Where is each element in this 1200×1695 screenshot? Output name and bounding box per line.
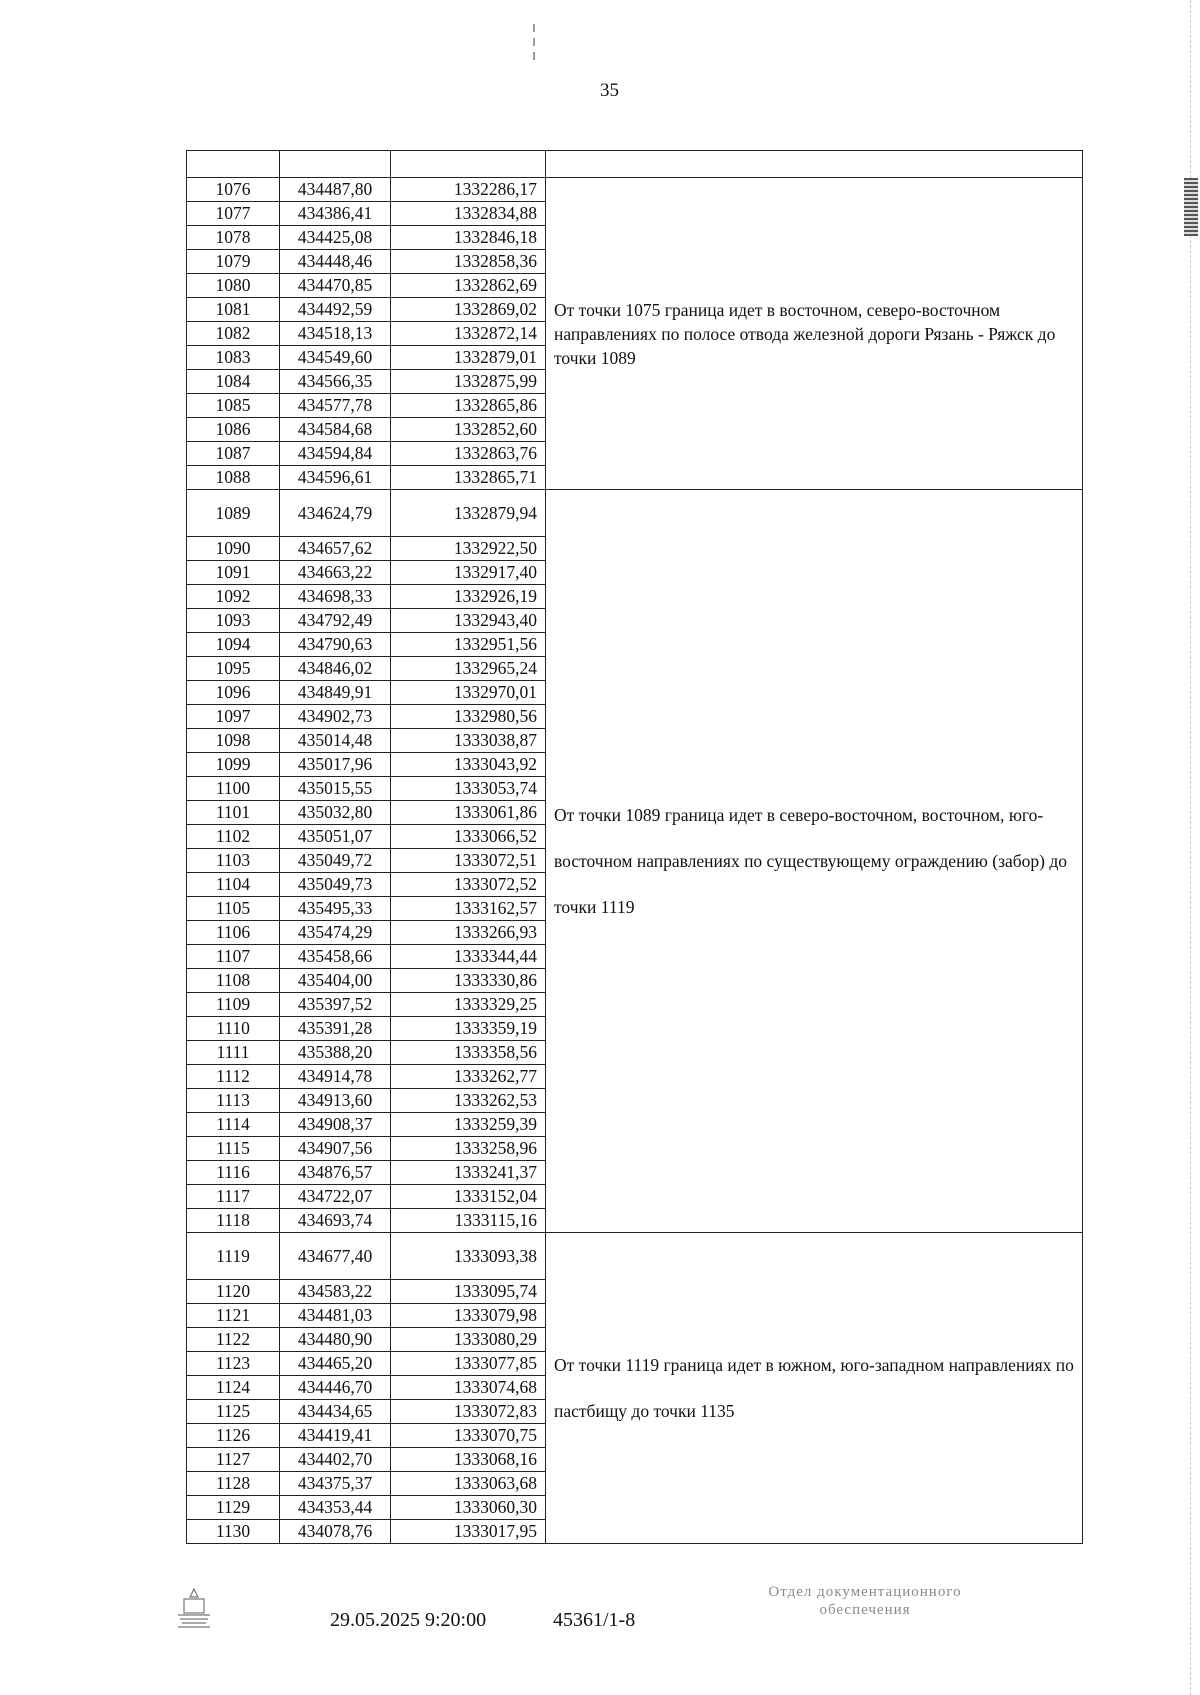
- y-coordinate: 1333077,85: [391, 1352, 546, 1376]
- point-number: 1094: [187, 633, 280, 657]
- table-row: [187, 1233, 1083, 1280]
- x-coordinate: 434577,78: [280, 394, 391, 418]
- y-coordinate: [391, 151, 546, 178]
- y-coordinate: 1333152,04: [391, 1185, 546, 1209]
- point-number: 1078: [187, 226, 280, 250]
- point-number: [187, 151, 280, 178]
- x-coordinate: 434846,02: [280, 657, 391, 681]
- y-coordinate: 1332922,50: [391, 537, 546, 561]
- point-number: 1086: [187, 418, 280, 442]
- x-coordinate: 434584,68: [280, 418, 391, 442]
- point-number: 1077: [187, 202, 280, 226]
- y-coordinate: 1333358,56: [391, 1041, 546, 1065]
- x-coordinate: 434902,73: [280, 705, 391, 729]
- point-number: 1130: [187, 1520, 280, 1544]
- x-coordinate: 434698,33: [280, 585, 391, 609]
- x-coordinate: 434913,60: [280, 1089, 391, 1113]
- y-coordinate: 1333258,96: [391, 1137, 546, 1161]
- x-coordinate: 434353,44: [280, 1496, 391, 1520]
- point-number: 1098: [187, 729, 280, 753]
- point-number: 1109: [187, 993, 280, 1017]
- point-number: 1114: [187, 1113, 280, 1137]
- scan-blot: [1184, 178, 1198, 236]
- y-coordinate: 1333093,38: [391, 1233, 546, 1280]
- boundary-description: От точки 1089 граница идет в северо-восточном, восточном, юго-восточном направлениях по существующему ограждению (забор) до точки 1119: [546, 490, 1083, 1233]
- point-number: 1110: [187, 1017, 280, 1041]
- point-number: 1101: [187, 801, 280, 825]
- y-coordinate: 1333060,30: [391, 1496, 546, 1520]
- x-coordinate: [280, 151, 391, 178]
- x-coordinate: 434596,61: [280, 466, 391, 490]
- y-coordinate: 1333066,52: [391, 825, 546, 849]
- point-number: 1088: [187, 466, 280, 490]
- point-number: 1122: [187, 1328, 280, 1352]
- point-number: 1117: [187, 1185, 280, 1209]
- footer-office-stamp: [730, 1583, 1000, 1619]
- point-number: 1085: [187, 394, 280, 418]
- y-coordinate: 1332846,18: [391, 226, 546, 250]
- point-number: 1080: [187, 274, 280, 298]
- y-coordinate: 1333329,25: [391, 993, 546, 1017]
- x-coordinate: 434914,78: [280, 1065, 391, 1089]
- point-number: 1107: [187, 945, 280, 969]
- y-coordinate: 1333070,75: [391, 1424, 546, 1448]
- x-coordinate: 435051,07: [280, 825, 391, 849]
- point-number: 1104: [187, 873, 280, 897]
- y-coordinate: 1333259,39: [391, 1113, 546, 1137]
- office-line-2: обеспечения: [819, 1602, 911, 1618]
- office-line-1: Отдел документационного: [768, 1584, 962, 1600]
- x-coordinate: 434549,60: [280, 346, 391, 370]
- x-coordinate: 434657,62: [280, 537, 391, 561]
- x-coordinate: 434790,63: [280, 633, 391, 657]
- y-coordinate: 1332862,69: [391, 274, 546, 298]
- point-number: 1111: [187, 1041, 280, 1065]
- y-coordinate: 1332943,40: [391, 609, 546, 633]
- x-coordinate: 434876,57: [280, 1161, 391, 1185]
- point-number: 1095: [187, 657, 280, 681]
- x-coordinate: 434907,56: [280, 1137, 391, 1161]
- x-coordinate: 435495,33: [280, 897, 391, 921]
- x-coordinate: 435049,72: [280, 849, 391, 873]
- point-number: 1125: [187, 1400, 280, 1424]
- y-coordinate: 1333072,51: [391, 849, 546, 873]
- y-coordinate: 1332879,01: [391, 346, 546, 370]
- x-coordinate: 434434,65: [280, 1400, 391, 1424]
- y-coordinate: 1333080,29: [391, 1328, 546, 1352]
- y-coordinate: 1332865,71: [391, 466, 546, 490]
- x-coordinate: 435014,48: [280, 729, 391, 753]
- point-number: 1084: [187, 370, 280, 394]
- point-number: 1121: [187, 1304, 280, 1328]
- description-header-cell: [546, 151, 1083, 178]
- point-number: 1102: [187, 825, 280, 849]
- y-coordinate: 1333053,74: [391, 777, 546, 801]
- point-number: 1106: [187, 921, 280, 945]
- x-coordinate: 434480,90: [280, 1328, 391, 1352]
- y-coordinate: 1333072,52: [391, 873, 546, 897]
- y-coordinate: 1332951,56: [391, 633, 546, 657]
- point-number: 1128: [187, 1472, 280, 1496]
- y-coordinate: 1332917,40: [391, 561, 546, 585]
- point-number: 1118: [187, 1209, 280, 1233]
- y-coordinate: 1333262,77: [391, 1065, 546, 1089]
- y-coordinate: 1332863,76: [391, 442, 546, 466]
- point-number: 1079: [187, 250, 280, 274]
- x-coordinate: 434375,37: [280, 1472, 391, 1496]
- y-coordinate: 1333262,53: [391, 1089, 546, 1113]
- x-coordinate: 435404,00: [280, 969, 391, 993]
- x-coordinate: 434663,22: [280, 561, 391, 585]
- point-number: 1129: [187, 1496, 280, 1520]
- point-number: 1089: [187, 490, 280, 537]
- x-coordinate: 434425,08: [280, 226, 391, 250]
- point-number: 1113: [187, 1089, 280, 1113]
- y-coordinate: 1333074,68: [391, 1376, 546, 1400]
- point-number: 1076: [187, 178, 280, 202]
- point-number: 1092: [187, 585, 280, 609]
- y-coordinate: 1332879,94: [391, 490, 546, 537]
- point-number: 1087: [187, 442, 280, 466]
- point-number: 1120: [187, 1280, 280, 1304]
- y-coordinate: 1333095,74: [391, 1280, 546, 1304]
- y-coordinate: 1333162,57: [391, 897, 546, 921]
- y-coordinate: 1333115,16: [391, 1209, 546, 1233]
- x-coordinate: 434402,70: [280, 1448, 391, 1472]
- x-coordinate: 434470,85: [280, 274, 391, 298]
- x-coordinate: 434518,13: [280, 322, 391, 346]
- table-row: [187, 178, 1083, 202]
- point-number: 1090: [187, 537, 280, 561]
- point-number: 1105: [187, 897, 280, 921]
- y-coordinate: 1332980,56: [391, 705, 546, 729]
- boundary-description: От точки 1075 граница идет в восточном, северо-восточном направлениях по полосе отвода железной дороги Рязань - Ряжск до точки 1089: [546, 178, 1083, 490]
- x-coordinate: 434594,84: [280, 442, 391, 466]
- table-row: [187, 490, 1083, 537]
- y-coordinate: 1333063,68: [391, 1472, 546, 1496]
- x-coordinate: 434624,79: [280, 490, 391, 537]
- y-coordinate: 1333241,37: [391, 1161, 546, 1185]
- x-coordinate: 435397,52: [280, 993, 391, 1017]
- x-coordinate: 434583,22: [280, 1280, 391, 1304]
- point-number: 1081: [187, 298, 280, 322]
- y-coordinate: 1332926,19: [391, 585, 546, 609]
- x-coordinate: 435474,29: [280, 921, 391, 945]
- point-number: 1082: [187, 322, 280, 346]
- y-coordinate: 1333344,44: [391, 945, 546, 969]
- point-number: 1115: [187, 1137, 280, 1161]
- y-coordinate: 1333359,19: [391, 1017, 546, 1041]
- x-coordinate: 435015,55: [280, 777, 391, 801]
- footer-datetime: 29.05.2025 9:20:00: [330, 1609, 487, 1631]
- y-coordinate: 1332965,24: [391, 657, 546, 681]
- x-coordinate: 434849,91: [280, 681, 391, 705]
- table-row: [187, 151, 1083, 178]
- x-coordinate: 434566,35: [280, 370, 391, 394]
- x-coordinate: 434481,03: [280, 1304, 391, 1328]
- y-coordinate: 1333266,93: [391, 921, 546, 945]
- y-coordinate: 1332865,86: [391, 394, 546, 418]
- y-coordinate: 1333043,92: [391, 753, 546, 777]
- point-number: 1116: [187, 1161, 280, 1185]
- y-coordinate: 1332834,88: [391, 202, 546, 226]
- x-coordinate: 434487,80: [280, 178, 391, 202]
- x-coordinate: 434908,37: [280, 1113, 391, 1137]
- y-coordinate: 1332872,14: [391, 322, 546, 346]
- x-coordinate: 434492,59: [280, 298, 391, 322]
- y-coordinate: 1333061,86: [391, 801, 546, 825]
- x-coordinate: 435458,66: [280, 945, 391, 969]
- x-coordinate: 435017,96: [280, 753, 391, 777]
- point-number: 1126: [187, 1424, 280, 1448]
- point-number: 1108: [187, 969, 280, 993]
- y-coordinate: 1332286,17: [391, 178, 546, 202]
- point-number: 1093: [187, 609, 280, 633]
- y-coordinate: 1333017,95: [391, 1520, 546, 1544]
- point-number: 1099: [187, 753, 280, 777]
- y-coordinate: 1332869,02: [391, 298, 546, 322]
- x-coordinate: 434677,40: [280, 1233, 391, 1280]
- scan-edge-line: [1190, 0, 1192, 1695]
- x-coordinate: 435388,20: [280, 1041, 391, 1065]
- point-number: 1103: [187, 849, 280, 873]
- boundary-description: От точки 1119 граница идет в южном, юго-западном направлениях по пастбищу до точки 1135: [546, 1233, 1083, 1544]
- x-coordinate: 434078,76: [280, 1520, 391, 1544]
- y-coordinate: 1333330,86: [391, 969, 546, 993]
- x-coordinate: 434446,70: [280, 1376, 391, 1400]
- emblem-icon: [172, 1585, 216, 1633]
- y-coordinate: 1332852,60: [391, 418, 546, 442]
- point-number: 1083: [187, 346, 280, 370]
- point-number: 1097: [187, 705, 280, 729]
- x-coordinate: 435032,80: [280, 801, 391, 825]
- y-coordinate: 1333072,83: [391, 1400, 546, 1424]
- x-coordinate: 435049,73: [280, 873, 391, 897]
- point-number: 1124: [187, 1376, 280, 1400]
- point-number: 1091: [187, 561, 280, 585]
- point-number: 1123: [187, 1352, 280, 1376]
- y-coordinate: 1333079,98: [391, 1304, 546, 1328]
- punch-marks: [530, 18, 538, 88]
- x-coordinate: 435391,28: [280, 1017, 391, 1041]
- x-coordinate: 434792,49: [280, 609, 391, 633]
- point-number: 1096: [187, 681, 280, 705]
- y-coordinate: 1333038,87: [391, 729, 546, 753]
- page-number: 35: [600, 80, 619, 101]
- footer-doc-code: 45361/1-8: [553, 1609, 636, 1631]
- x-coordinate: 434448,46: [280, 250, 391, 274]
- x-coordinate: 434386,41: [280, 202, 391, 226]
- point-number: 1100: [187, 777, 280, 801]
- point-number: 1119: [187, 1233, 280, 1280]
- y-coordinate: 1332875,99: [391, 370, 546, 394]
- coordinates-table: [186, 150, 1083, 1544]
- point-number: 1127: [187, 1448, 280, 1472]
- x-coordinate: 434722,07: [280, 1185, 391, 1209]
- y-coordinate: 1333068,16: [391, 1448, 546, 1472]
- x-coordinate: 434419,41: [280, 1424, 391, 1448]
- y-coordinate: 1332858,36: [391, 250, 546, 274]
- x-coordinate: 434465,20: [280, 1352, 391, 1376]
- point-number: 1112: [187, 1065, 280, 1089]
- y-coordinate: 1332970,01: [391, 681, 546, 705]
- x-coordinate: 434693,74: [280, 1209, 391, 1233]
